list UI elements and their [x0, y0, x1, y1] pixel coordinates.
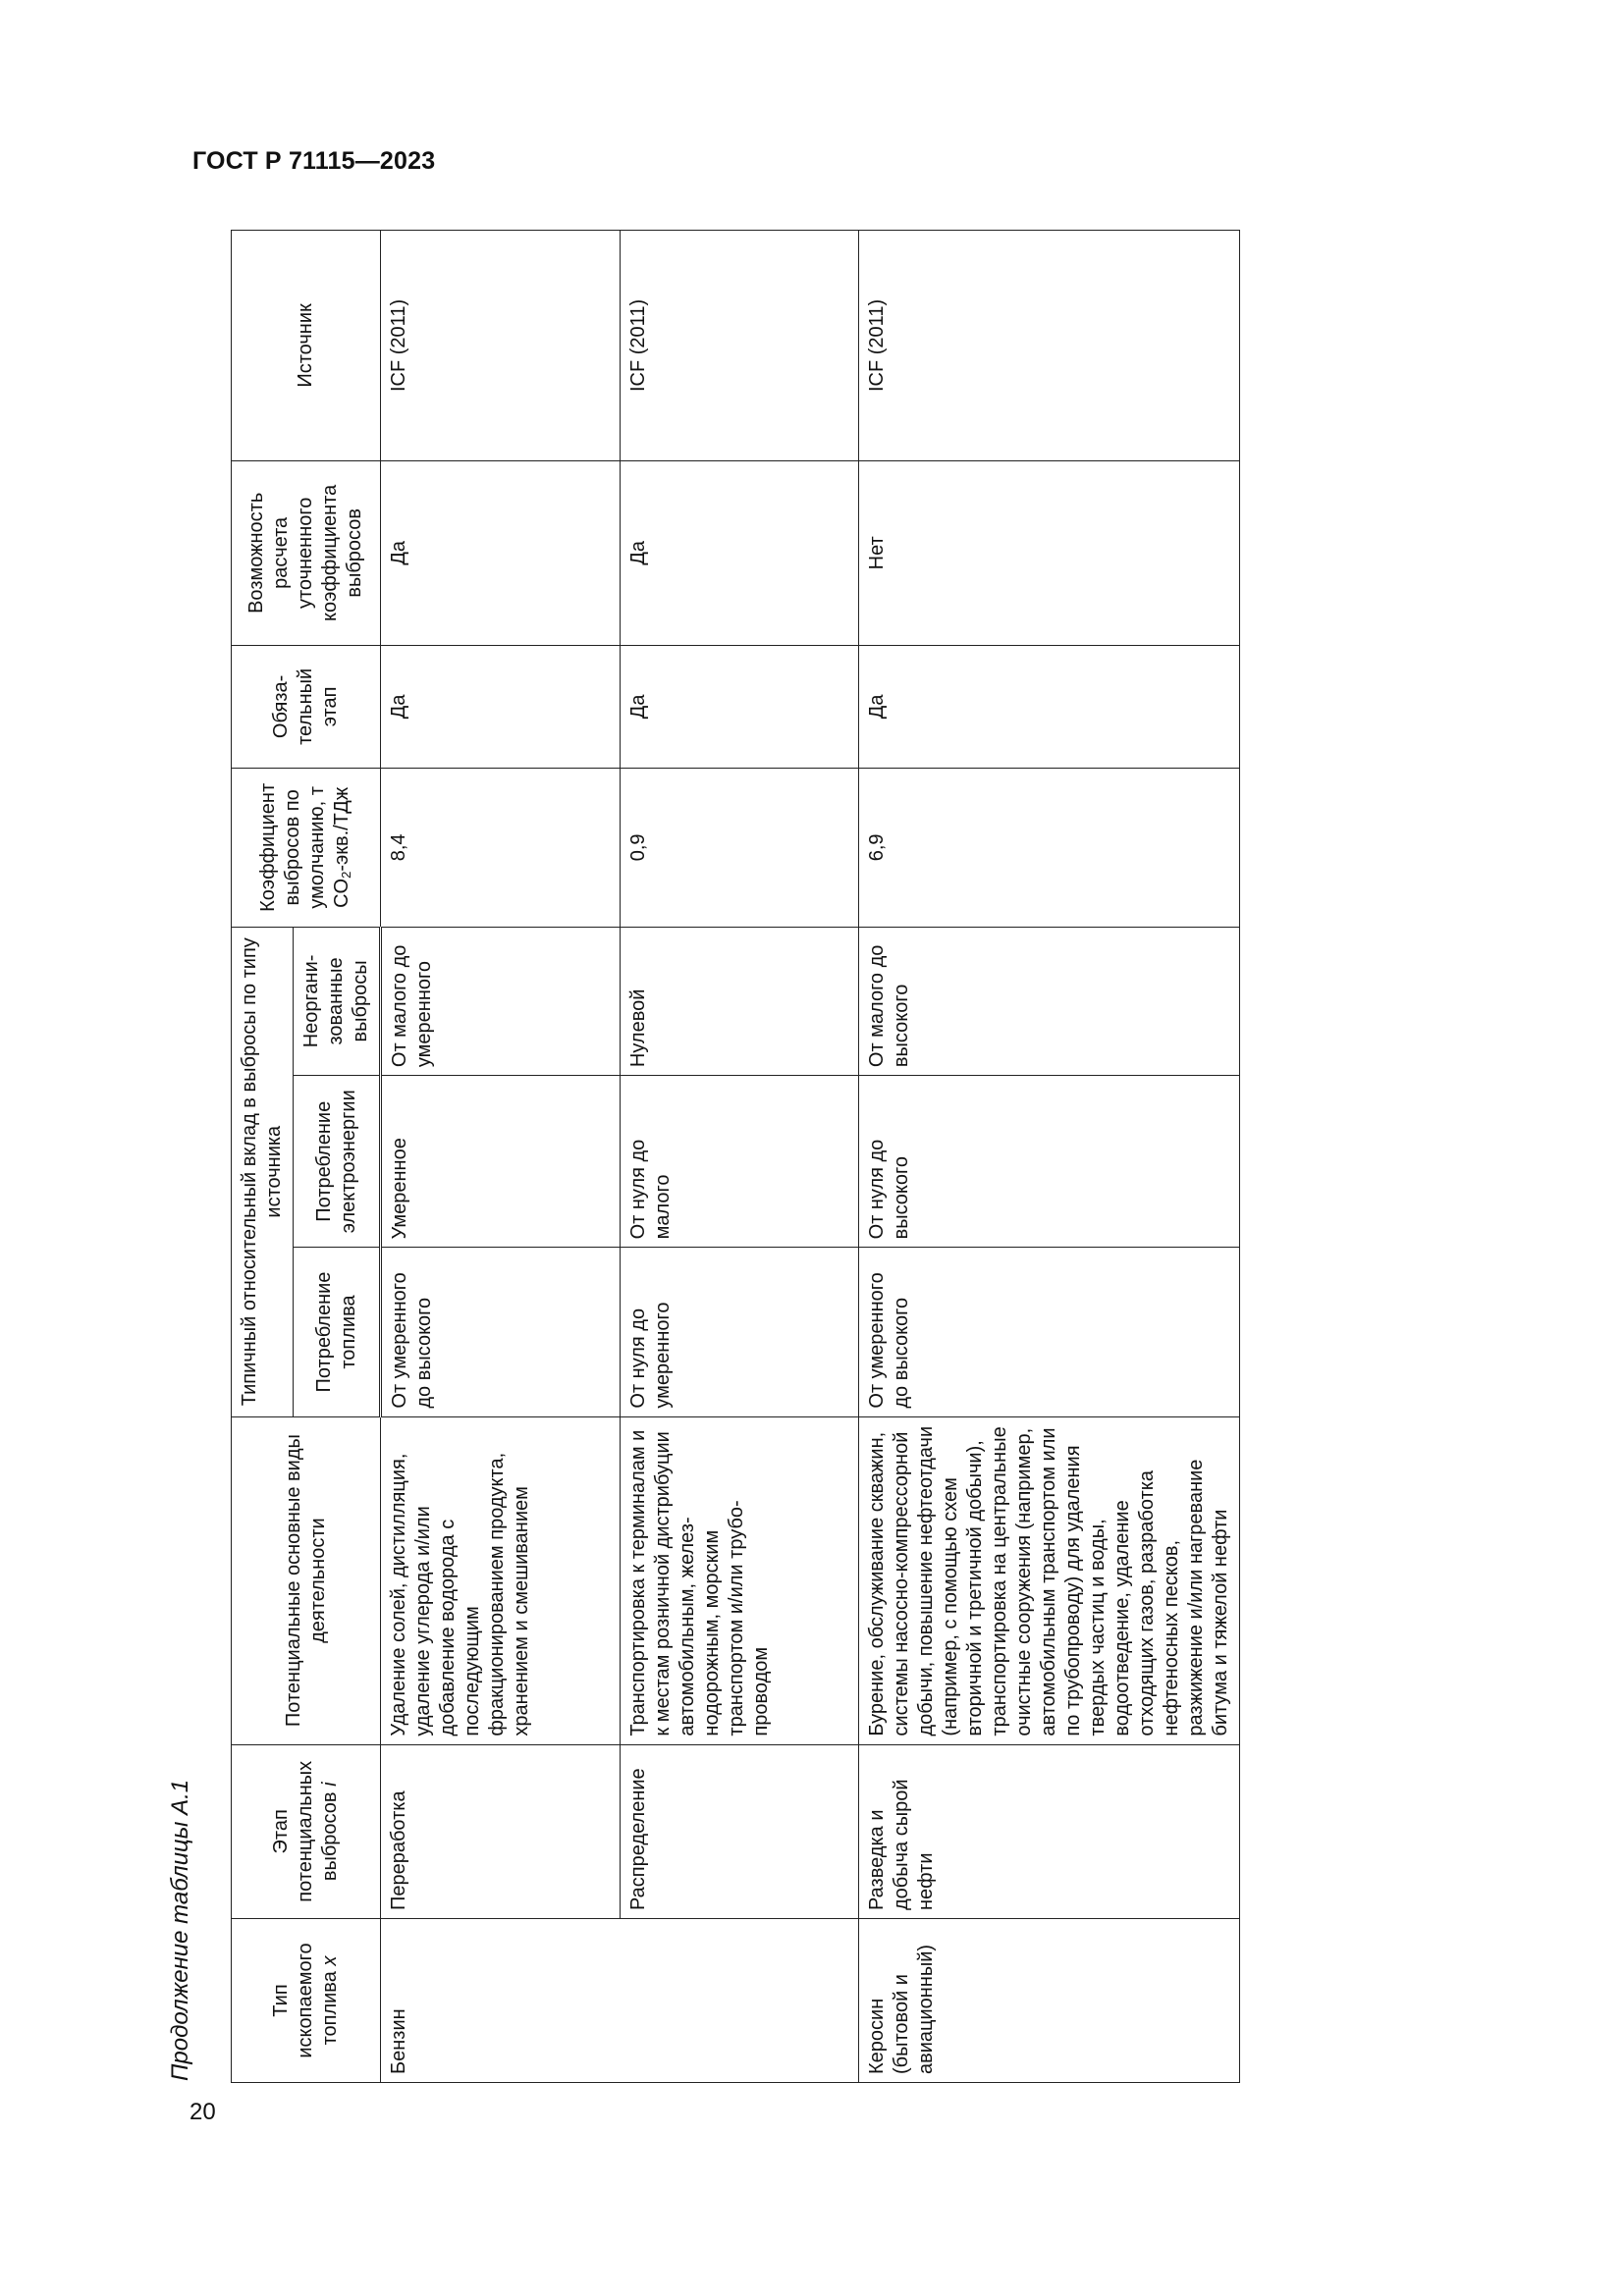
cell-source: ICF (2011) [859, 231, 1240, 461]
header-stage-text: Этап потенциальных выбросов [270, 1760, 341, 1902]
header-source: Источник [232, 231, 381, 461]
cell-stage: Распределение [621, 1744, 859, 1918]
cell-electricity: От нуля до малого [621, 1076, 859, 1248]
header-fuel-type [232, 1919, 381, 2083]
header-typical-contribution: Типичный относительный вклад в выбросы по типу источника [232, 927, 294, 1416]
header-coef-prefix: Коэффициент выбросов по умолчанию, т CO [257, 782, 353, 912]
header-coef-suffix: -экв./ТДж [331, 786, 353, 872]
header-stage [232, 1744, 381, 1918]
document-code: ГОСТ Р 71115—2023 [192, 147, 436, 175]
cell-stage: Разведка и добыча сырой нефти [859, 1744, 1240, 1918]
cell-stage: Переработка [381, 1744, 621, 1918]
table-row [621, 231, 859, 2083]
cell-fuel: Керосин (бытовой и авиационный) [859, 1919, 1240, 2083]
cell-refinement: Да [381, 460, 621, 645]
cell-mandatory: Да [381, 645, 621, 768]
header-refinement: Возможность расчета уточненного коэффициента выбросов [232, 460, 381, 645]
header-coef-sub: 2 [339, 871, 354, 879]
emissions-table [231, 230, 1240, 2083]
cell-coefficient: 6,9 [859, 768, 1240, 927]
cell-mandatory: Да [859, 645, 1240, 768]
header-row-top [232, 231, 294, 2083]
table-row [381, 231, 621, 2083]
table-row [859, 231, 1240, 2083]
cell-fuel-use: От умеренного до высокого [381, 1248, 621, 1416]
header-mandatory-stage: Обязательный этап [232, 645, 381, 768]
header-activities: Потенциальные основные виды деятельности [232, 1416, 381, 1744]
header-electricity-consumption: Потребление электроэнергии [294, 1076, 381, 1248]
cell-electricity: От нуля до высокого [859, 1076, 1240, 1248]
cell-electricity: Умеренное [381, 1076, 621, 1248]
cell-activities: Удаление солей, дистилляция, удаление углерода и/или добавление водорода с последующим фракционированием продукта, хранением и смешиванием [381, 1416, 621, 1744]
header-stage-var: i [319, 1782, 341, 1787]
emissions-table-container [231, 230, 1231, 2083]
cell-fuel: Бензин [381, 1919, 859, 2083]
header-fugitive-emissions: Неорганизованные выбросы [294, 927, 381, 1075]
table-caption: Продолжение таблицы А.1 [167, 1779, 193, 2081]
cell-fugitive: От малого до умеренного [381, 927, 621, 1075]
cell-refinement: Да [621, 460, 859, 645]
cell-activities: Бурение, обслуживание скважин, системы насосно-компрессорной добычи, повышение нефтеотдачи (например, с помощью схем вторичной и третичной добычи), транспортировка на центральные очистные сооружения (например, автомобильным транспортом или по трубопроводу) для удаления твердых частиц и воды, водоотведение, удаление отходящих газов, разработка нефтеносных песков, разжижение и/или нагревание битума и тяжелой нефти [859, 1416, 1240, 1744]
cell-fuel-use: От нуля до умеренного [621, 1248, 859, 1416]
header-fuel-consumption: Потребление топлива [294, 1248, 381, 1416]
cell-fuel-use: От умеренного до высокого [859, 1248, 1240, 1416]
cell-activities: Транспортировка к терминалам и к местам розничной дистрибуции автомобильным, железнодорожным, морским транспортом и/или трубопроводом [621, 1416, 859, 1744]
cell-coefficient: 0,9 [621, 768, 859, 927]
cell-fugitive: От малого до высокого [859, 927, 1240, 1075]
header-fuel-type-text: Тип ископаемого топлива [270, 1943, 341, 2058]
cell-refinement: Нет [859, 460, 1240, 645]
cell-source: ICF (2011) [381, 231, 621, 461]
header-emission-coefficient [232, 768, 381, 927]
cell-source: ICF (2011) [621, 231, 859, 461]
page-number: 20 [189, 2099, 216, 2125]
cell-coefficient: 8,4 [381, 768, 621, 927]
cell-mandatory: Да [621, 645, 859, 768]
header-fuel-type-var: x [319, 1955, 341, 1966]
cell-fugitive: Нулевой [621, 927, 859, 1075]
